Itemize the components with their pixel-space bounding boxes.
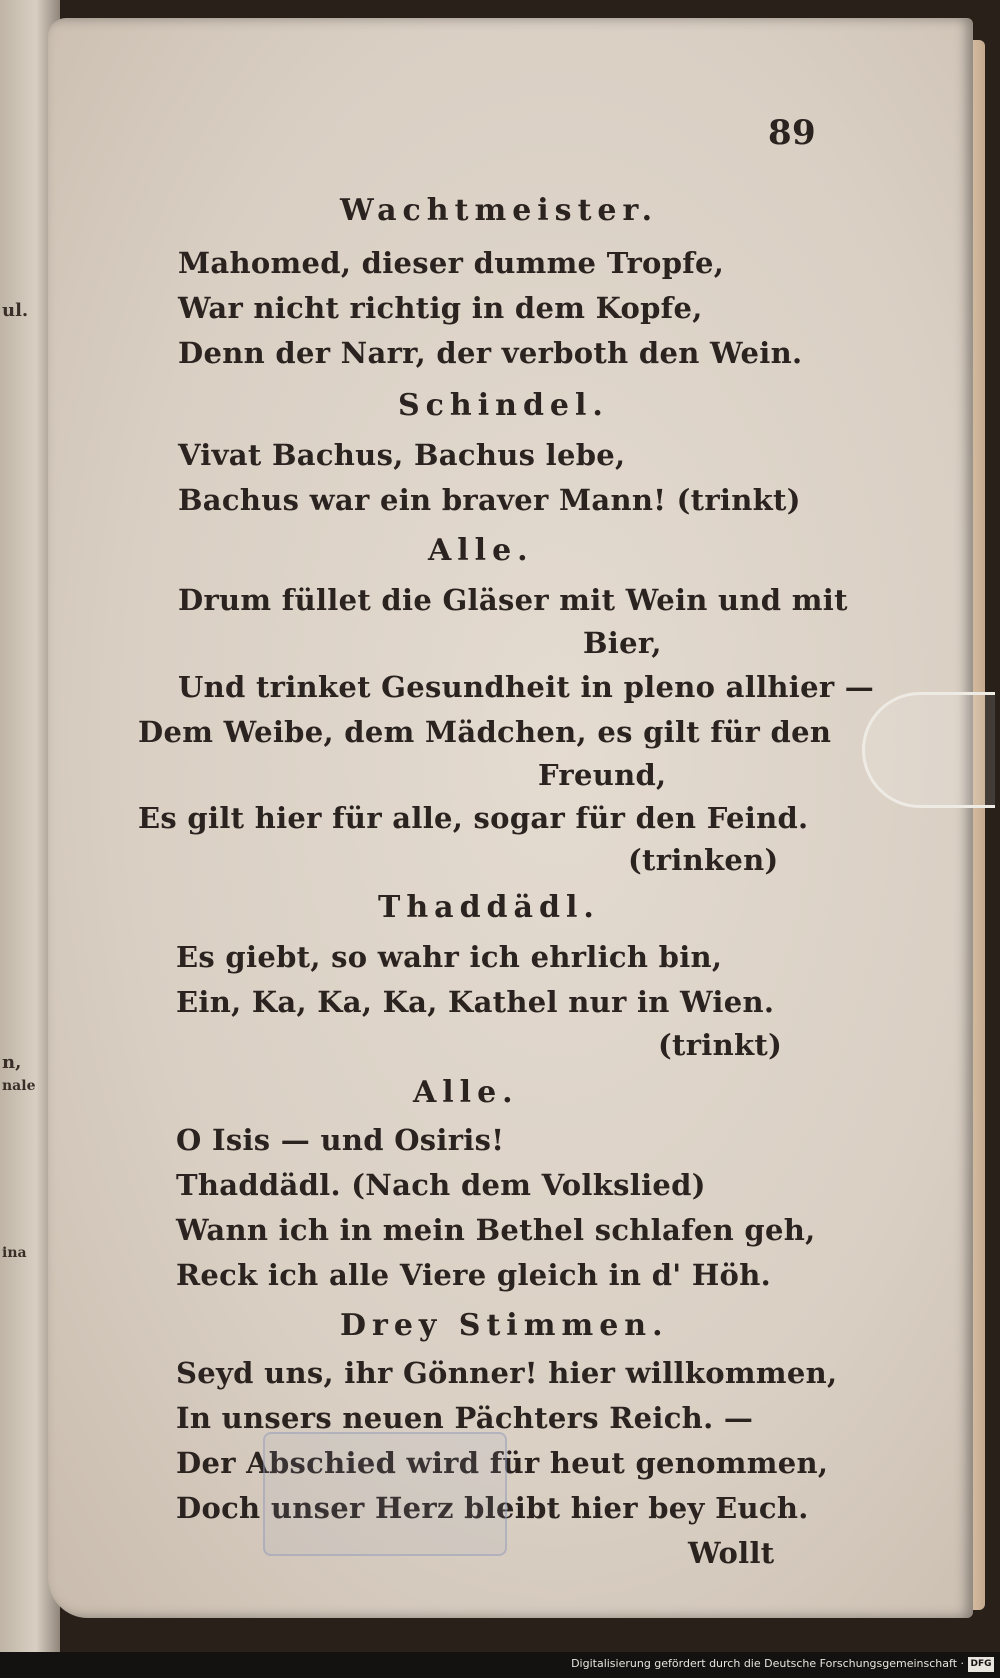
dfg-logo-icon: DFG bbox=[968, 1657, 994, 1672]
speaker-heading: Wachtmeister. bbox=[340, 193, 659, 228]
verse-line: Reck ich alle Viere gleich in d' Höh. bbox=[176, 1258, 771, 1292]
facing-page-fragment: ina bbox=[2, 1245, 27, 1261]
speaker-heading: Thaddädl. bbox=[378, 890, 600, 925]
verse-line: Mahomed, dieser dumme Tropfe, bbox=[178, 246, 725, 280]
verse-line: War nicht richtig in dem Kopfe, bbox=[178, 291, 703, 325]
stage-direction: (trinkt) bbox=[658, 1028, 783, 1062]
library-stamp bbox=[263, 1432, 507, 1556]
verse-line: Der Abschied wird für heut genommen, bbox=[176, 1446, 829, 1480]
verse-line: Denn der Narr, der verboth den Wein. bbox=[178, 336, 803, 370]
verse-line: O Isis — und Osiris! bbox=[176, 1123, 505, 1157]
verse-line: Bachus war ein braver Mann! (trinkt) bbox=[178, 483, 801, 517]
verse-line: Und trinket Gesundheit in pleno allhier — bbox=[178, 670, 875, 704]
page-clip-tab bbox=[862, 692, 995, 808]
verse-line: Es gilt hier für alle, sogar für den Feind. bbox=[138, 801, 809, 835]
verse-line: In unsers neuen Pächters Reich. — bbox=[176, 1401, 754, 1435]
catchword: Wollt bbox=[688, 1536, 775, 1570]
book-page bbox=[48, 18, 973, 1618]
speaker-heading: Alle. bbox=[413, 1075, 519, 1110]
verse-line: Ein, Ka, Ka, Ka, Kathel nur in Wien. bbox=[176, 985, 775, 1019]
speaker-heading: Drey Stimmen. bbox=[340, 1308, 669, 1343]
facing-page-fragment: nale bbox=[2, 1078, 36, 1094]
verse-line: Bier, bbox=[583, 626, 662, 660]
page-number: 89 bbox=[768, 113, 816, 153]
facing-page-fragment: n, bbox=[2, 1052, 22, 1073]
verse-line: Drum füllet die Gläser mit Wein und mit bbox=[178, 583, 848, 617]
speaker-heading: Schindel. bbox=[398, 388, 609, 423]
verse-line: Freund, bbox=[538, 758, 667, 792]
facing-page-fragment: ul. bbox=[2, 300, 29, 321]
verse-line: Dem Weibe, dem Mädchen, es gilt für den bbox=[138, 715, 832, 749]
speaker-heading: Alle. bbox=[428, 533, 534, 568]
verse-line: Seyd uns, ihr Gönner! hier willkommen, bbox=[176, 1356, 838, 1390]
verse-line: Vivat Bachus, Bachus lebe, bbox=[178, 438, 626, 472]
verse-line: Es giebt, so wahr ich ehrlich bin, bbox=[176, 940, 723, 974]
footer-credit: Digitalisierung gefördert durch die Deutsche Forschungsgemeinschaft · bbox=[571, 1657, 964, 1670]
verse-line: Doch unser Herz bleibt hier bey Euch. bbox=[176, 1491, 809, 1525]
stage-direction: (trinken) bbox=[628, 843, 779, 877]
footer-bar bbox=[0, 1652, 1000, 1678]
verse-line: Thaddädl. (Nach dem Volkslied) bbox=[176, 1168, 706, 1202]
verse-line: Wann ich in mein Bethel schlafen geh, bbox=[176, 1213, 816, 1247]
